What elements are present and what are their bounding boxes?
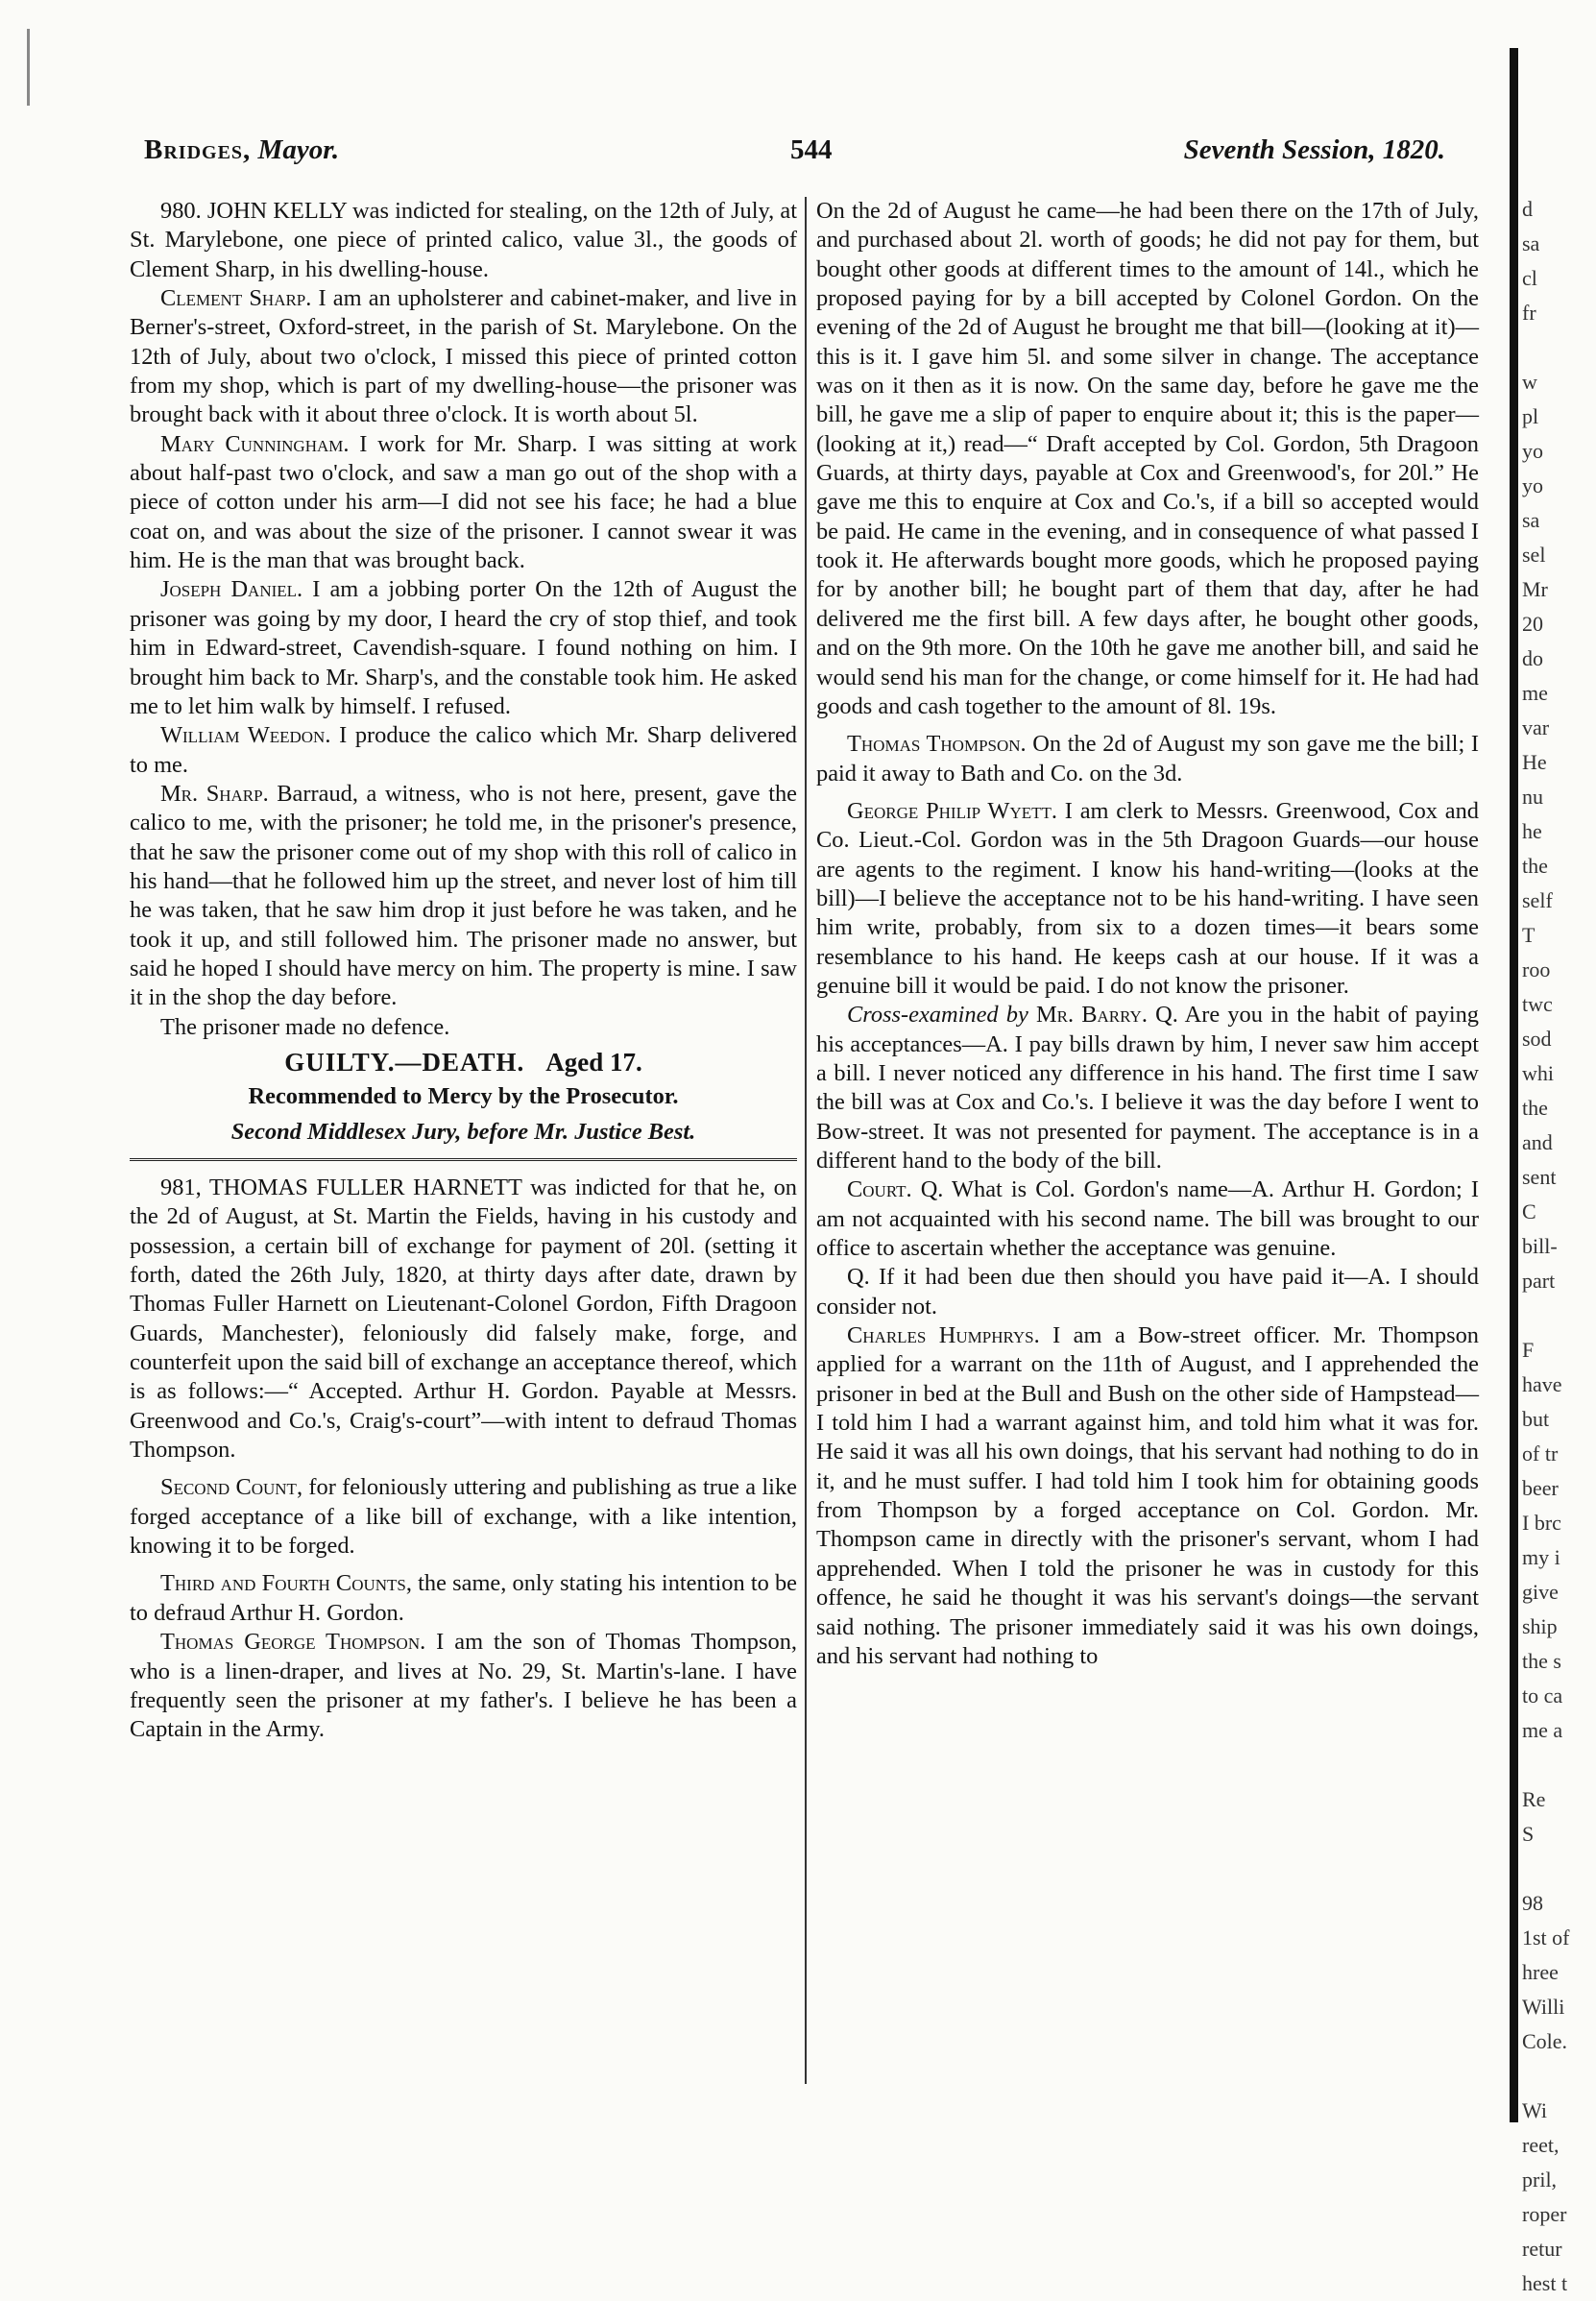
testimony-continued: On the 2d of August he came—he had been there on the 17th of July, and purchased about 2l. worth of goods; he did not pay for them, but bought other goods at different times to the amount of 14l., which he proposed paying for by a bill accepted by Colonel Gordon. On the evening of the 2d of August he brought me that bill—(looking at it)—this is it. I gave him 5l. and some silver in change. The acceptance was on it then as it is now. On the same day, before he gave me the bill, he gave me a slip of paper to enquire about it; this is the paper—(looking at it,) read—“ Draft accepted by Col. Gordon, 5th Dragoon Guards, at thirty days, payable at Cox and Greenwood's, for 20l.” He gave me this to enquire at Cox and Co.'s, if a bill so accepted would be paid. He came in the evening, and in consequence of what passed I took it. He afterwards bought more goods, which he proposed paying for by another bill; he bought part of them that day, after he had delivered me the first bill. A few days after, he bought other goods, and on the 9th more. On the 10th he gave me another bill, and said he would send his man for the change, or come himself for it. He had had goods and cash together to the amount of 8l. 19s. [816,198,1479,719]
witness-name: Clement Sharp. [160,285,312,312]
edge-fragment: beer [1522,1476,1559,1500]
page-fold-shadow [1510,48,1518,2122]
edge-fragment: nu [1522,785,1543,809]
edge-fragment: bill- [1522,1234,1558,1258]
edge-fragment: hree [1522,1960,1559,1984]
count-text: for feloniously uttering and publishing as true a like forged acceptance of a like bill of exchange, with a like intention, knowing it to be forged. [130,1474,797,1560]
edge-fragment: S [1522,1822,1535,1846]
edge-fragment: he [1522,819,1542,843]
verdict [130,1048,797,1077]
defence-statement: The prisoner made no defence. [160,1013,450,1040]
edge-fragment: cl [1522,266,1537,290]
edge-fragment: my i [1522,1545,1560,1569]
jury-note: Second Middlesex Jury, before Mr. Justice Best. [230,1118,696,1145]
testimony-charles-humphrys [816,1321,1479,1671]
edge-fragment: me a [1522,1718,1563,1742]
testimony-text: Q. Are you in the habit of paying his acceptances—A. I pay bills drawn by him, I never saw him accept a bill. I never noticed any difference in his hand. The first time I saw the bill was at Cox and Co.'s. I believe it was the day before I went to Bow-street. It was not presented for payment. The acceptance is in a different hand to the body of the bill. [816,1002,1479,1174]
mayor-name: Bridges, [144,134,252,165]
testimony-text: I am an upholsterer and cabinet-maker, and live in Berner's-street, Oxford-street, in the parish of St. Marylebone. On the 12th of July, about two o'clock, I missed this piece of printed cotton from my shop, which is part of my dwelling-house—the prisoner was brought back with it about three o'clock. It is worth about 5l. [130,285,797,428]
edge-fragment: the [1522,854,1548,878]
edge-fragment: hest t [1522,2271,1568,2295]
testimony-text: I produce the calico which Mr. Sharp delivered to me. [130,722,797,778]
edge-fragment: sent [1522,1165,1557,1189]
edge-fragment: T [1522,923,1536,947]
edge-fragment: yo [1522,439,1543,463]
edge-fragment: roper [1522,2202,1567,2226]
testimony-thomas-thompson [816,730,1479,788]
testimony-text: Q. What is Col. Gordon's name—A. Arthur H. Gordon; I am not acquainted with his second name. The bill was brought to our office to ascertain whether the acceptance was genuine. [816,1176,1479,1262]
edge-fragment: the s [1522,1649,1561,1673]
testimony-text: I work for Mr. Sharp. I was sitting at work about half-past two o'clock, and saw a man go out of the shop with a piece of cotton under his arm—I did not see his face; he had a blue coat on, and was about the size of the prisoner. I cannot swear it was him. He is the man that was brought back. [130,430,797,574]
witness-name: George Philip Wyett. [847,797,1057,824]
facing-page-fragments [1522,192,1580,2295]
count-text: the same, only stating his intention to be to defraud Arthur H. Gordon. [130,1570,797,1626]
edge-fragment: Mr [1522,577,1548,601]
case-981-indictment: 981, THOMAS FULLER HARNETT was indicted for that he, on the 2d of August, at St. Martin the Fields, having in his custody and possession, a certain bill of exchange for payment of 20l. (setting it forth, dated the 26th July, 1820, at thirty days after date, drawn by Thomas Fuller Harnett on Lieutenant-Colonel Gordon, Fifth Dragoon Guards, Manchester), feloniously did falsely make, forge, and counterfeit upon the said bill of exchange an acceptance thereof, which is as follows:—“ Accepted. Arthur H. Gordon. Payable at Messrs. Greenwood and Co.'s, Craig's-court”—with intent to defraud Thomas Thompson. [130,1175,797,1464]
testimony-text: I am a jobbing porter On the 12th of August the prisoner was going by my door, I heard the cry of stop thief, and took him in Edward-street, Cavendish-square. I found nothing on him. I brought him back to Mr. Sharp's, and the constable took him. He asked me to let him walk by himself. I refused. [130,576,797,719]
court-question-2: Q. If it had been due then should you have paid it—A. I should consider not. [816,1264,1479,1320]
edge-fragment: the [1522,1096,1548,1120]
edge-fragment: 20 [1522,612,1543,636]
edge-fragment: sel [1522,543,1546,567]
verdict-text: GUILTY.—DEATH. [284,1047,525,1077]
witness-name: Charles Humphrys. [847,1322,1040,1349]
witness-name: Mary Cunningham. [160,430,350,457]
edge-fragment: d [1522,197,1533,221]
counsel-name: Mr. Barry. [1035,1002,1148,1029]
witness-name: William Weedon. [160,722,331,749]
testimony-mr-sharp [130,780,797,1013]
testimony-joseph-daniel [130,575,797,721]
court-question [816,1175,1479,1263]
edge-fragment: have [1522,1372,1562,1396]
testimony-william-weedon [130,721,797,780]
edge-fragment: sa [1522,231,1540,255]
second-count [130,1473,797,1561]
edge-fragment: whi [1522,1061,1554,1085]
prisoner-age: Aged 17. [545,1047,642,1077]
edge-fragment: sod [1522,1027,1552,1051]
edge-fragment: 98 [1522,1891,1543,1915]
testimony-text: I am a Bow-street officer. Mr. Thompson applied for a warrant on the 11th of August, and I apprehended the prisoner in bed at the Bull and Bush on the other side of Hampstead—I told him I had a warrant against him, and told him what it was for. He said it was all his own doings, that his servant had nothing to do in it, and he must suffer. I had told him I took him for obtaining goods from Thompson by a forged acceptance on Col. Gordon. Mr. Thompson came in directly with the prisoner's servant, whom I had apprehended. When I told the prisoner he was in custody for this offence, he said he thought it was his servant's doings—the servant said nothing. The prisoner immediately said it was his own doings, and his servant had nothing to [816,1322,1479,1669]
testimony-text: I am the son of Thomas Thompson, who is a linen-draper, and lives at No. 29, St. Martin's-lane. I have frequently seen the prisoner at my father's. I believe he has been a Captain in the Army. [130,1629,797,1743]
edge-fragment: Re [1522,1787,1546,1811]
witness-name: Joseph Daniel. [160,576,303,603]
case-980-indictment: 980. JOHN KELLY was indicted for stealing, on the 12th of July, at St. Marylebone, one piece of printed calico, value 3l., the goods of Clement Sharp, in his dwelling-house. [130,198,797,282]
witness-name: Thomas George Thompson. [160,1629,426,1656]
edge-fragment: self [1522,888,1553,912]
count-label: Second Count, [160,1474,303,1501]
testimony-thomas-george-thompson [130,1628,797,1744]
left-column [130,197,797,1745]
edge-fragment [1522,1852,1580,1886]
testimony-clement-sharp [130,284,797,430]
edge-fragment: fr [1522,301,1536,325]
header-left [144,134,339,166]
edge-fragment: sa [1522,508,1540,532]
edge-fragment: He [1522,750,1547,774]
court-label: Court. [847,1176,912,1203]
edge-fragment: w [1522,370,1537,394]
testimony-mary-cunningham [130,430,797,576]
edge-fragment: me [1522,681,1548,705]
margin-mark [27,29,30,106]
edge-fragment: F [1522,1338,1535,1362]
column-rule [805,197,807,2084]
edge-fragment: yo [1522,473,1543,497]
edge-fragment: and [1522,1130,1553,1154]
page-number: 544 [790,134,833,165]
edge-fragment: I brc [1522,1511,1561,1535]
edge-fragment: pl [1522,404,1539,428]
witness-name: Mr. Sharp. [160,780,269,807]
edge-fragment: pril, [1522,2168,1558,2192]
testimony-george-philip-wyett [816,797,1479,1001]
count-label: Third and Fourth Counts, [160,1570,412,1597]
edge-fragment: but [1522,1407,1550,1431]
edge-fragment: reet, [1522,2133,1560,2157]
third-fourth-counts [130,1569,797,1628]
edge-fragment: to ca [1522,1683,1563,1708]
edge-fragment: part [1522,1269,1556,1293]
edge-fragment: do [1522,646,1543,670]
cross-examined-label: Cross-examined by [847,1002,1028,1029]
edge-fragment: C [1522,1199,1536,1223]
edge-fragment: retur [1522,2237,1562,2261]
edge-fragment [1522,1298,1580,1333]
mayor-title: Mayor. [257,134,340,165]
edge-fragment: give [1522,1580,1559,1604]
edge-fragment: Wi [1522,2098,1547,2122]
edge-fragment [1522,2059,1580,2094]
cross-examination [816,1001,1479,1175]
mercy-recommendation: Recommended to Mercy by the Prosecutor. [248,1083,679,1110]
page-header [144,134,1445,182]
testimony-text: On the 2d of August my son gave me the bill; I paid it away to Bath and Co. on the 3d. [816,731,1479,787]
session-label: Seventh Session, 1820. [1183,134,1445,165]
testimony-text: Barraud, a witness, who is not here, present, gave the calico to me, with the prisoner; he told me, in the prisoner's presence, that he saw the prisoner come out of my shop with this roll of calico in his hand—that he followed him up the street, and never lost of him till he was taken, that he saw him drop it just before he was taken, and he took it up, and still followed him. The prisoner made no answer, but said he hoped I should have mercy on him. The property is mine. I saw it in the shop the day before. [130,780,797,1011]
edge-fragment: roo [1522,957,1551,981]
edge-fragment: Cole. [1522,2029,1568,2053]
edge-fragment [1522,1748,1580,1782]
edge-fragment: ship [1522,1614,1558,1638]
edge-fragment [1522,330,1580,365]
edge-fragment: twc [1522,992,1553,1016]
edge-fragment: var [1522,715,1550,739]
witness-name: Thomas Thompson. [847,731,1027,758]
edge-fragment: of tr [1522,1441,1559,1465]
testimony-text: I am clerk to Messrs. Greenwood, Cox and Co. Lieut.-Col. Gordon was in the 5th Dragoon Guards—our house are agents to the regiment. I know his hand-writing—(looks at the bill)—I believe the acceptance not to be his hand-writing. I have seen him write, probably, from six to a dozen times—it bears some resemblance to his hand. He keeps cash at our house. If it was a genuine bill it would be paid. I do not know the prisoner. [816,797,1479,999]
edge-fragment: 1st of [1522,1926,1570,1950]
edge-fragment: Willi [1522,1995,1565,2019]
case-separator [130,1158,797,1164]
right-column [816,197,1479,1671]
